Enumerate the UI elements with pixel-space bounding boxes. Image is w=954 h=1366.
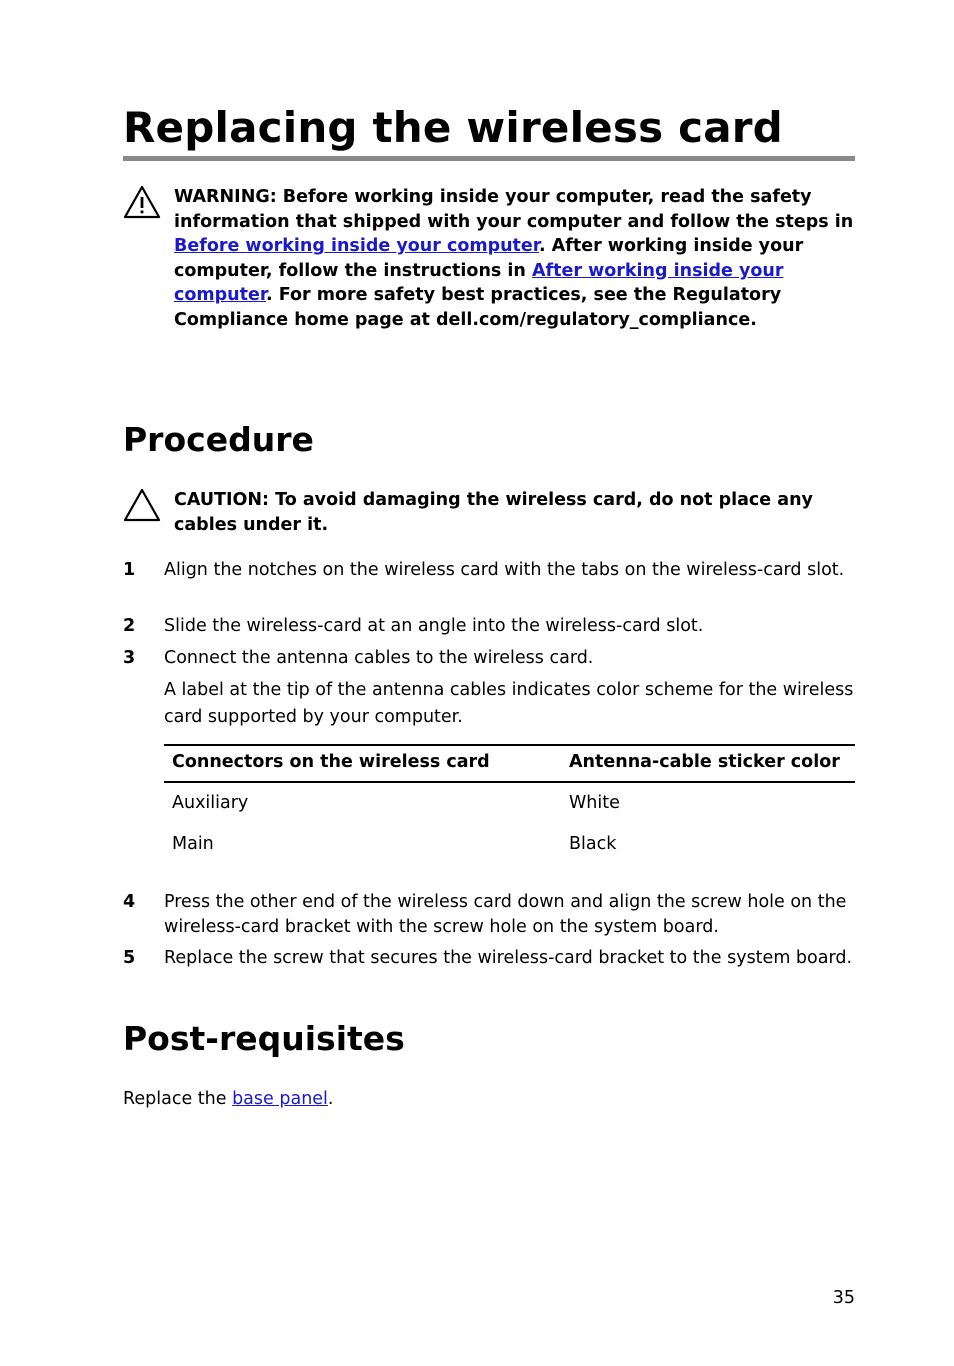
step-3-note: A label at the tip of the antenna cables indicates color scheme for the wireless card supported by your computer. [164, 680, 854, 727]
before-working-link[interactable]: Before working inside your computer [174, 236, 539, 257]
step-number: 3 [123, 648, 136, 668]
step-text: Slide the wireless-card at an angle into the wireless-card slot. [164, 616, 704, 636]
table-cell-connector: Main [172, 834, 214, 854]
step-4 [123, 890, 855, 940]
table-row [164, 782, 855, 824]
page-title: Replacing the wireless card [123, 102, 855, 161]
connector-table [164, 744, 855, 865]
step-number: 5 [123, 948, 136, 968]
caution-triangle-icon [123, 488, 161, 522]
warning-text: WARNING: Before working inside your computer, read the safety information that shipped with your computer and follow the steps in Before working inside your computer. After working inside your computer, follow the instructions in After working inside your computer. For more safety best practices, see the Regulatory Compliance home page at dell.com/regulatory_compliance. [174, 187, 854, 330]
table-header-connectors: Connectors on the wireless card [164, 745, 561, 782]
step-text: Replace the screw that secures the wireless-card bracket to the system board. [164, 948, 853, 968]
step-2 [123, 614, 855, 639]
table-cell-connector: Auxiliary [172, 793, 249, 813]
table-cell-color: Black [569, 834, 617, 854]
warning-triangle-icon [123, 185, 161, 219]
step-5 [123, 946, 855, 971]
table-header-sticker-color: Antenna-cable sticker color [561, 745, 855, 782]
step-number: 1 [123, 560, 136, 580]
step-text: Press the other end of the wireless card down and align the screw hole on the wireless-card bracket with the screw hole on the system board. [164, 892, 847, 937]
step-1 [123, 558, 855, 583]
caution-text: CAUTION: To avoid damaging the wireless card, do not place any cables under it. [174, 490, 813, 535]
warning-notice [123, 185, 855, 333]
post-requisites-text: Replace the base panel. [123, 1089, 334, 1109]
procedure-heading: Procedure [123, 420, 314, 459]
step-number: 4 [123, 892, 136, 912]
after-working-link[interactable]: After working inside your computer [174, 260, 784, 306]
post-requisites-heading: Post-requisites [123, 1019, 405, 1058]
step-text: Align the notches on the wireless card with the tabs on the wireless-card slot. [164, 560, 845, 580]
step-text: Connect the antenna cables to the wireless card. [164, 648, 594, 668]
table-cell-color: White [569, 793, 620, 813]
step-number: 2 [123, 616, 136, 636]
table-row [164, 824, 855, 865]
caution-notice [123, 488, 855, 537]
base-panel-link[interactable]: base panel [232, 1089, 328, 1109]
step-3 [123, 646, 855, 671]
table-header-row [164, 745, 855, 782]
page-number: 35 [832, 1288, 855, 1308]
